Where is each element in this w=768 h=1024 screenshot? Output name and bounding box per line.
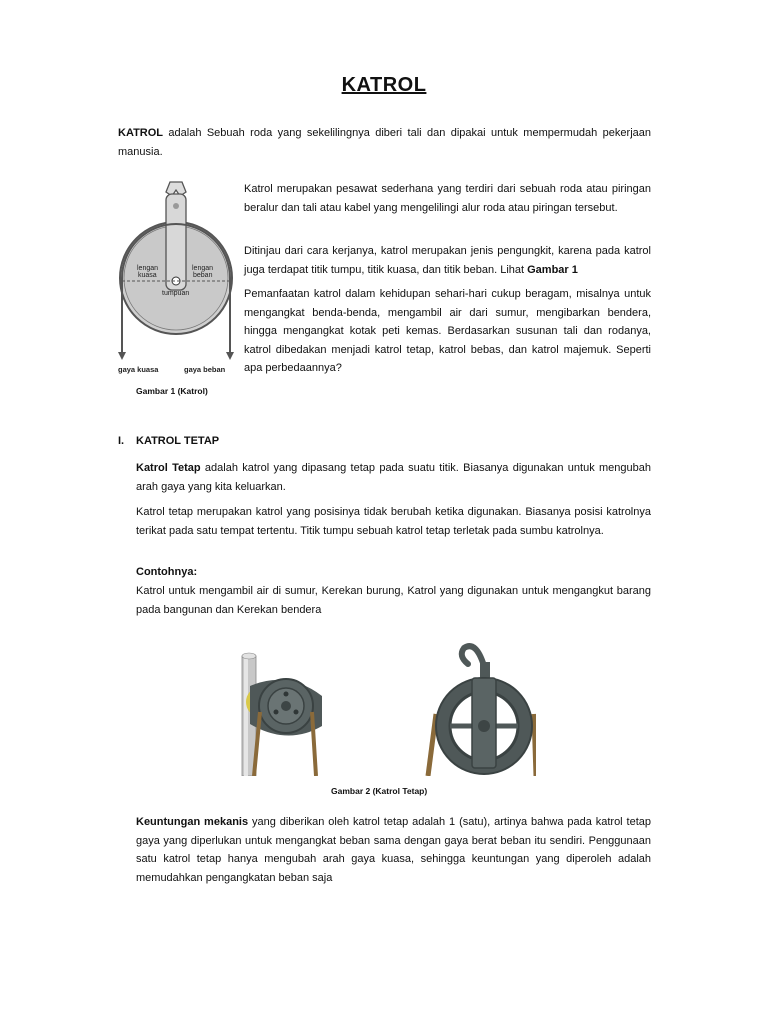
section1-paragraph: Katrol tetap merupakan katrol yang posisinya tidak berubah ketika digunakan. Biasanya posisi katrolnya terikat pada satu tempat tertentu. Titik tumpu sebuah katrol tetap terletak pada sumbu katrolnya. xyxy=(136,506,651,537)
figure1-pulley-diagram xyxy=(116,178,241,383)
section1-title: KATROL TETAP xyxy=(136,435,220,447)
label-lengan-kuasa-2: kuasa xyxy=(138,272,157,279)
figure1-caption: Gambar 1 (Katrol) xyxy=(136,386,208,396)
paragraph-3: Pemanfaatan katrol dalam kehidupan sehari-hari cukup beragam, misalnya untuk mengangkat benda-benda, mengambil air dari sumur, mengibarkan bendera, hingga mengangkat kotak peti kemas. Berdasarkan susunan tali dan rodanya, katrol dibedakan menjadi katrol tetap, katrol bebas, dan katrol majemuk. Seperti apa perbedaannya? xyxy=(244,288,651,374)
section1-def-text: adalah katrol yang dipasang tetap pada suatu titik. Biasanya digunakan untuk mengubah arah gaya yang kita keluarkan. xyxy=(136,462,651,493)
arrow-gaya-beban xyxy=(226,352,234,360)
benefit-term: Keuntungan mekanis xyxy=(136,816,249,828)
section1-def-term: Katrol Tetap xyxy=(136,462,201,474)
section1-example-text: Katrol untuk mengambil air di sumur, Kerekan burung, Katrol yang digunakan untuk mengangkut barang pada bangunan dan Kerekan bendera xyxy=(136,585,651,616)
figure2-fixed-pulleys xyxy=(236,634,536,776)
paragraph-1: Katrol merupakan pesawat sederhana yang terdiri dari sebuah roda atau piringan beralur dan tali atau kabel yang mengelilingi alur roda atau piringan tersebut. xyxy=(244,183,651,214)
section1-number: I. xyxy=(118,435,125,447)
paragraph-2 xyxy=(244,242,651,279)
intro-paragraph xyxy=(118,124,651,161)
section1-definition xyxy=(136,459,651,496)
intro-term: KATROL xyxy=(118,127,164,139)
rope-right-a xyxy=(428,714,436,776)
paragraph-2-text: Ditinjau dari cara kerjanya, katrol merupakan jenis pengungkit, karena pada katrol juga terdapat titik tumpu, titik kuasa, dan titik beban. Lihat xyxy=(244,245,651,276)
label-lengan-beban-2: beban xyxy=(193,272,213,279)
intro-text: adalah Sebuah roda yang sekelilingnya diberi tali dan dipakai untuk mempermudah pekerjaan manusia. xyxy=(118,127,651,158)
figure2-caption: Gambar 2 (Katrol Tetap) xyxy=(331,786,428,796)
benefit-text: yang diberikan oleh katrol tetap adalah 1 (satu), artinya bahwa pada katrol tetap gaya yang diperlukan untuk mengangkat beban sama dengan gaya berat beban itu sendiri. Penggunaan satu katrol tetap hanya mengubah arah gaya kuasa, sehingga keuntungan yang diperoleh adalah memudahkan pengangkatan beban saja xyxy=(136,816,651,884)
label-gaya-beban: gaya beban xyxy=(184,365,226,374)
section1-example-label: Contohnya: xyxy=(136,566,198,578)
page-title: KATROL xyxy=(341,74,427,96)
label-tumpuan: tumpuan xyxy=(162,290,190,297)
figure1-reference: Gambar 1 xyxy=(527,263,578,276)
arrow-gaya-kuasa xyxy=(118,352,126,360)
label-gaya-kuasa: gaya kuasa xyxy=(118,365,159,374)
rope-right-b xyxy=(534,714,536,776)
section1-benefit xyxy=(136,813,651,887)
label-lengan-kuasa-1: lengan xyxy=(137,265,159,272)
label-lengan-beban-1: lengan xyxy=(192,265,214,272)
